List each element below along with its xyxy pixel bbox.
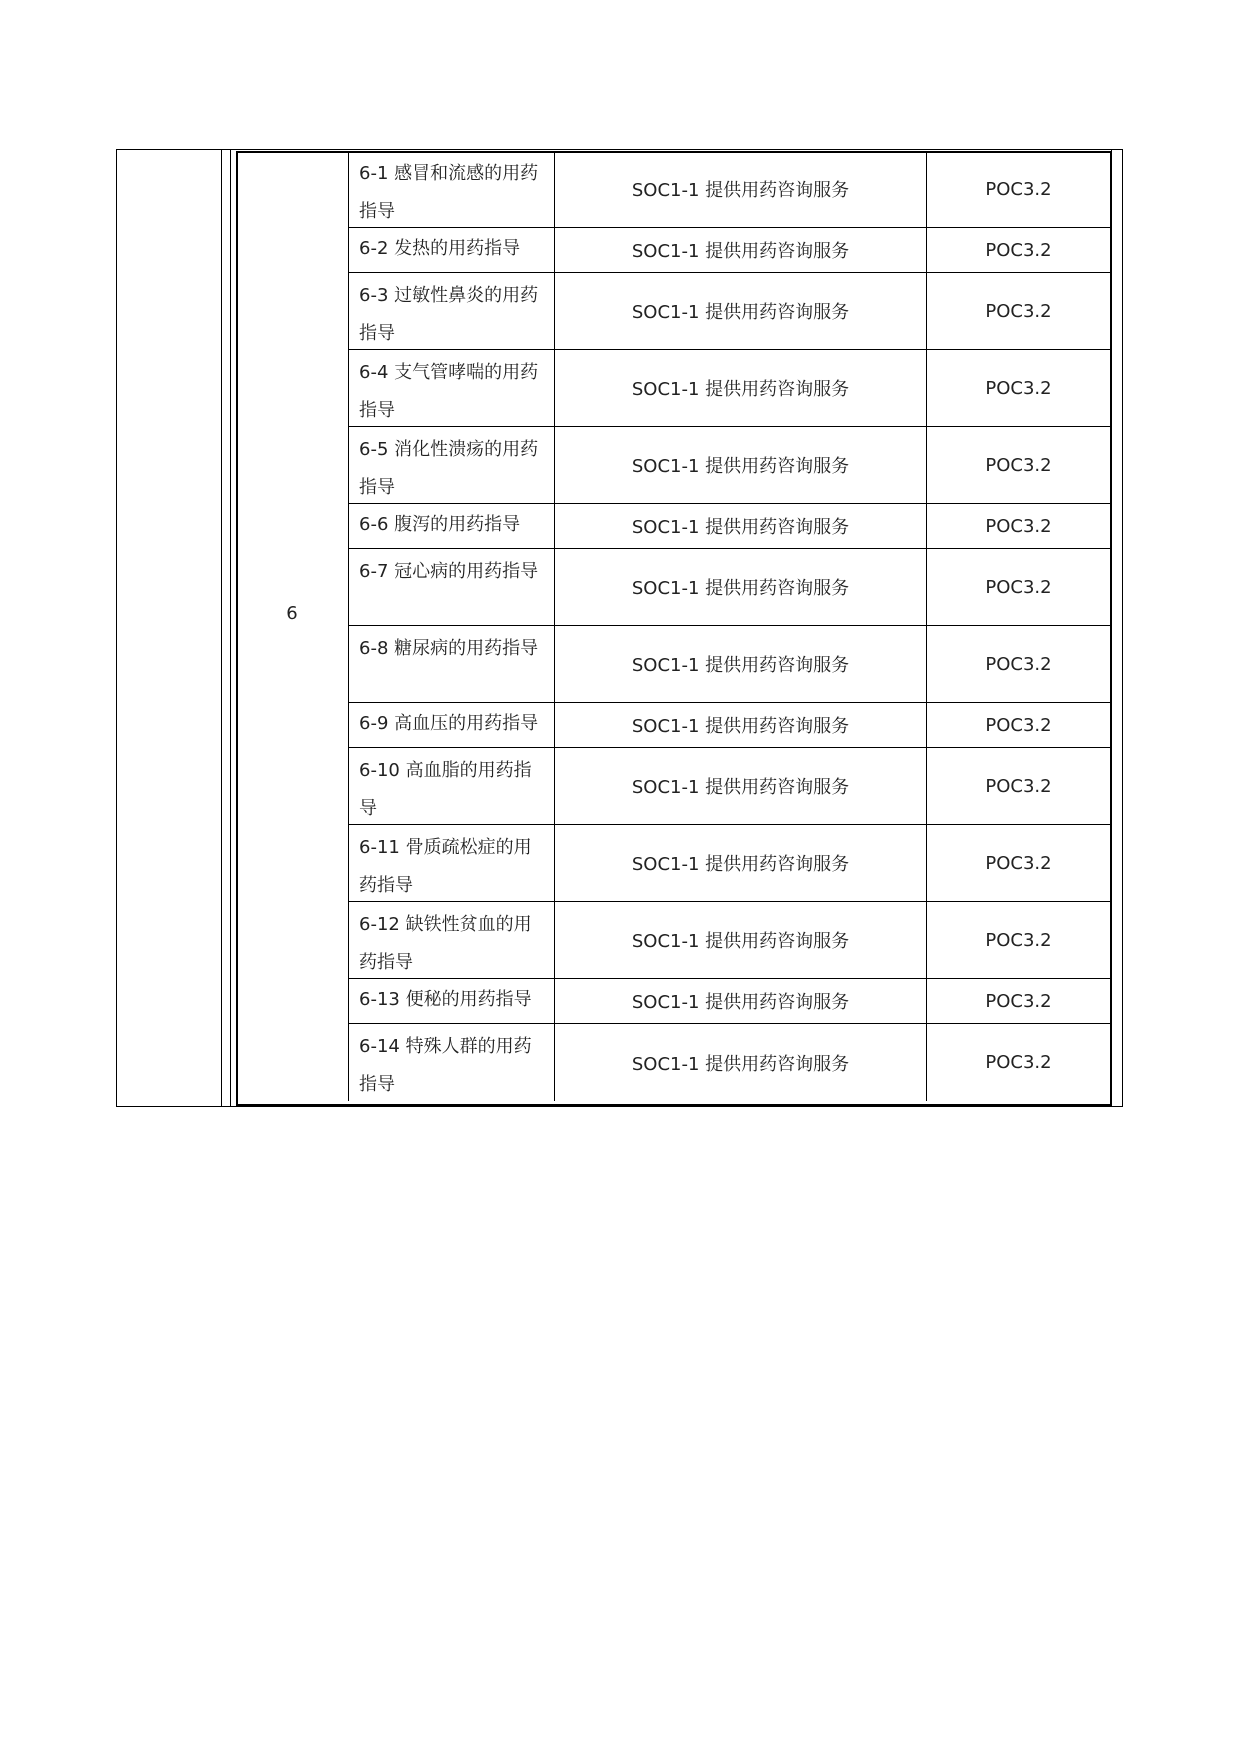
topic-cell: 6-9 高血压的用药指导 [348, 703, 554, 747]
table-row [348, 979, 1112, 1024]
poc-cell: POC3.2 [926, 273, 1111, 349]
topic-cell: 6-7 冠心病的用药指导 [348, 549, 554, 625]
topic-cell: 6-11 骨质疏松症的用药指导 [348, 825, 554, 901]
topic-cell: 6-10 高血脂的用药指导 [348, 748, 554, 824]
column-divider [221, 149, 222, 1107]
table-row [348, 228, 1112, 273]
column-divider [230, 149, 231, 1107]
table-row [348, 1024, 1112, 1101]
soc-cell: SOC1-1 提供用药咨询服务 [554, 427, 926, 503]
table-row [348, 549, 1112, 626]
poc-cell: POC3.2 [926, 902, 1111, 978]
poc-cell: POC3.2 [926, 979, 1111, 1023]
soc-cell: SOC1-1 提供用药咨询服务 [554, 504, 926, 548]
table-row [348, 626, 1112, 703]
poc-cell: POC3.2 [926, 427, 1111, 503]
soc-cell: SOC1-1 提供用药咨询服务 [554, 979, 926, 1023]
poc-cell: POC3.2 [926, 748, 1111, 824]
soc-cell: SOC1-1 提供用药咨询服务 [554, 1024, 926, 1101]
soc-cell: SOC1-1 提供用药咨询服务 [554, 626, 926, 702]
topic-cell: 6-8 糖尿病的用药指导 [348, 626, 554, 702]
topic-cell: 6-5 消化性溃疡的用药指导 [348, 427, 554, 503]
poc-cell: POC3.2 [926, 703, 1111, 747]
poc-cell: POC3.2 [926, 626, 1111, 702]
poc-cell: POC3.2 [926, 151, 1111, 227]
poc-cell: POC3.2 [926, 504, 1111, 548]
topic-cell: 6-3 过敏性鼻炎的用药指导 [348, 273, 554, 349]
poc-cell: POC3.2 [926, 228, 1111, 272]
table-row [348, 902, 1112, 979]
topic-cell: 6-1 感冒和流感的用药指导 [348, 151, 554, 227]
table-row [348, 151, 1112, 228]
soc-cell: SOC1-1 提供用药咨询服务 [554, 273, 926, 349]
soc-cell: SOC1-1 提供用药咨询服务 [554, 703, 926, 747]
table-body [348, 151, 1112, 1101]
poc-cell: POC3.2 [926, 1024, 1111, 1101]
soc-cell: SOC1-1 提供用药咨询服务 [554, 350, 926, 426]
topic-cell: 6-6 腹泻的用药指导 [348, 504, 554, 548]
soc-cell: SOC1-1 提供用药咨询服务 [554, 549, 926, 625]
table-row [348, 427, 1112, 504]
poc-cell: POC3.2 [926, 350, 1111, 426]
soc-cell: SOC1-1 提供用药咨询服务 [554, 151, 926, 227]
section-number: 6 [286, 603, 298, 624]
soc-cell: SOC1-1 提供用药咨询服务 [554, 748, 926, 824]
topic-cell: 6-12 缺铁性贫血的用药指导 [348, 902, 554, 978]
topic-cell: 6-2 发热的用药指导 [348, 228, 554, 272]
poc-cell: POC3.2 [926, 825, 1111, 901]
table-row [348, 825, 1112, 902]
topic-cell: 6-13 便秘的用药指导 [348, 979, 554, 1023]
soc-cell: SOC1-1 提供用药咨询服务 [554, 825, 926, 901]
topic-cell: 6-4 支气管哮喘的用药指导 [348, 350, 554, 426]
soc-cell: SOC1-1 提供用药咨询服务 [554, 228, 926, 272]
table-row [348, 703, 1112, 748]
table-row [348, 504, 1112, 549]
table-row [348, 273, 1112, 350]
topic-cell: 6-14 特殊人群的用药指导 [348, 1024, 554, 1101]
soc-cell: SOC1-1 提供用药咨询服务 [554, 902, 926, 978]
table-row [348, 350, 1112, 427]
table-row [348, 748, 1112, 825]
poc-cell: POC3.2 [926, 549, 1111, 625]
